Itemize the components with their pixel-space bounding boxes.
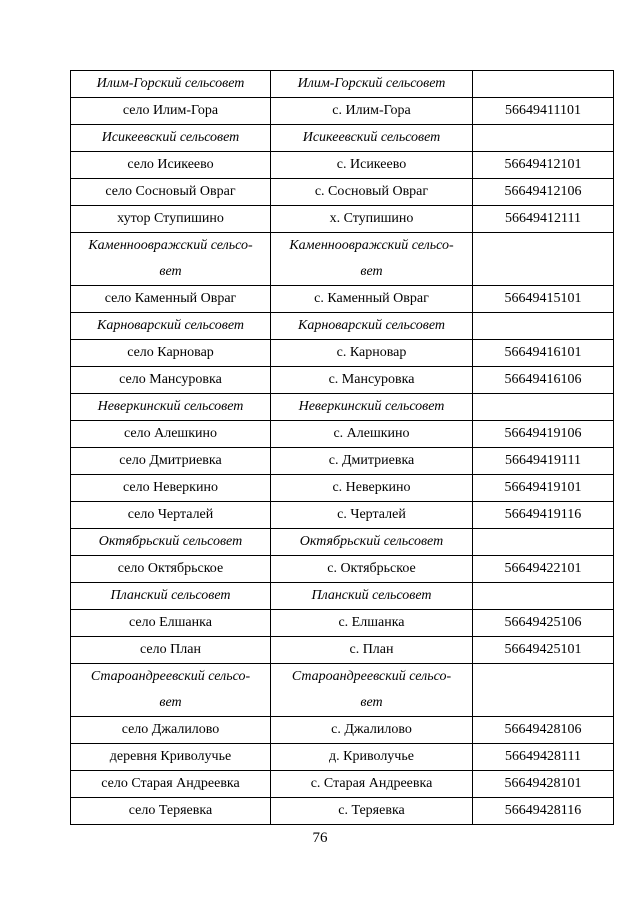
settlement-code-cell bbox=[473, 664, 614, 717]
settlement-name-cell: село Елшанка bbox=[71, 610, 271, 637]
settlement-code-cell: 56649412111 bbox=[473, 206, 614, 233]
table-section-header-row bbox=[71, 71, 614, 98]
cell-line: вет bbox=[360, 264, 383, 279]
settlement-code-cell: 56649412101 bbox=[473, 152, 614, 179]
settlement-name-cell: село Октябрьское bbox=[71, 556, 271, 583]
cell-line: вет bbox=[159, 264, 182, 279]
settlement-short-name-cell: с. Карновар bbox=[271, 340, 473, 367]
settlement-short-name-cell: с. Неверкино bbox=[271, 475, 473, 502]
settlement-short-name-cell: с. Елшанка bbox=[271, 610, 473, 637]
settlement-short-name-cell: Илим-Горский сельсовет bbox=[271, 71, 473, 98]
table-row bbox=[71, 610, 614, 637]
cell-line: Староандреевский сельсо- bbox=[291, 669, 452, 684]
table-section-header-row bbox=[71, 233, 614, 286]
settlement-code-cell: 56649428101 bbox=[473, 771, 614, 798]
settlement-short-name-cell: с. Каменный Овраг bbox=[271, 286, 473, 313]
settlement-code-cell bbox=[473, 233, 614, 286]
cell-line: Каменноовражский сельсо- bbox=[289, 238, 454, 253]
settlement-name-cell: Исикеевский сельсовет bbox=[71, 125, 271, 152]
table-row bbox=[71, 717, 614, 744]
table-row bbox=[71, 475, 614, 502]
settlement-code-cell bbox=[473, 313, 614, 340]
settlement-code-cell: 56649419116 bbox=[473, 502, 614, 529]
table-section-header-row bbox=[71, 664, 614, 717]
settlement-short-name-cell: с. Алешкино bbox=[271, 421, 473, 448]
settlement-code-cell: 56649412106 bbox=[473, 179, 614, 206]
table-row bbox=[71, 744, 614, 771]
settlement-code-cell: 56649428106 bbox=[473, 717, 614, 744]
settlement-short-name-cell: с. Октябрьское bbox=[271, 556, 473, 583]
table-row bbox=[71, 98, 614, 125]
table-body bbox=[71, 71, 614, 825]
table-row bbox=[71, 286, 614, 313]
settlement-name-cell: село План bbox=[71, 637, 271, 664]
settlement-name-cell: село Старая Андреевка bbox=[71, 771, 271, 798]
settlement-short-name-cell: с. Старая Андреевка bbox=[271, 771, 473, 798]
settlement-name-cell: Илим-Горский сельсовет bbox=[71, 71, 271, 98]
settlement-name-cell bbox=[71, 233, 271, 286]
settlement-name-cell: Карноварский сельсовет bbox=[71, 313, 271, 340]
settlement-code-cell bbox=[473, 71, 614, 98]
table-row bbox=[71, 152, 614, 179]
settlement-name-cell: деревня Криволучье bbox=[71, 744, 271, 771]
table-row bbox=[71, 367, 614, 394]
settlement-name-cell: Планский сельсовет bbox=[71, 583, 271, 610]
table-section-header-row bbox=[71, 583, 614, 610]
settlements-table bbox=[70, 70, 614, 825]
page-number: 76 bbox=[312, 830, 328, 846]
settlement-code-cell bbox=[473, 125, 614, 152]
settlement-name-cell: село Теряевка bbox=[71, 798, 271, 825]
settlement-name-cell: село Черталей bbox=[71, 502, 271, 529]
settlement-code-cell: 56649425101 bbox=[473, 637, 614, 664]
table-section-header-row bbox=[71, 394, 614, 421]
table-row bbox=[71, 798, 614, 825]
settlement-name-cell: село Исикеево bbox=[71, 152, 271, 179]
settlement-short-name-cell: с. Джалилово bbox=[271, 717, 473, 744]
settlement-code-cell: 56649428116 bbox=[473, 798, 614, 825]
settlement-short-name-cell: Исикеевский сельсовет bbox=[271, 125, 473, 152]
settlement-short-name-cell: с. План bbox=[271, 637, 473, 664]
settlement-short-name-cell: с. Теряевка bbox=[271, 798, 473, 825]
settlement-name-cell: село Каменный Овраг bbox=[71, 286, 271, 313]
settlement-code-cell bbox=[473, 529, 614, 556]
settlement-code-cell: 56649419101 bbox=[473, 475, 614, 502]
settlement-code-cell: 56649411101 bbox=[473, 98, 614, 125]
settlement-name-cell: Неверкинский сельсовет bbox=[71, 394, 271, 421]
cell-line: вет bbox=[360, 695, 383, 710]
settlement-code-cell: 56649425106 bbox=[473, 610, 614, 637]
settlement-short-name-cell: Неверкинский сельсовет bbox=[271, 394, 473, 421]
settlement-name-cell: село Илим-Гора bbox=[71, 98, 271, 125]
settlement-short-name-cell: х. Ступишино bbox=[271, 206, 473, 233]
settlement-short-name-cell: д. Криволучье bbox=[271, 744, 473, 771]
settlement-short-name-cell: Планский сельсовет bbox=[271, 583, 473, 610]
settlement-code-cell: 56649422101 bbox=[473, 556, 614, 583]
settlement-name-cell: хутор Ступишино bbox=[71, 206, 271, 233]
settlement-name-cell: село Неверкино bbox=[71, 475, 271, 502]
settlement-code-cell bbox=[473, 394, 614, 421]
settlement-short-name-cell: с. Черталей bbox=[271, 502, 473, 529]
settlement-short-name-cell: с. Илим-Гора bbox=[271, 98, 473, 125]
table-row bbox=[71, 340, 614, 367]
settlement-code-cell bbox=[473, 583, 614, 610]
settlement-name-cell: село Джалилово bbox=[71, 717, 271, 744]
settlement-name-cell: село Мансуровка bbox=[71, 367, 271, 394]
settlement-name-cell bbox=[71, 664, 271, 717]
settlement-name-cell: Октябрьский сельсовет bbox=[71, 529, 271, 556]
table-row bbox=[71, 448, 614, 475]
table-row bbox=[71, 637, 614, 664]
settlement-short-name-cell: Октябрьский сельсовет bbox=[271, 529, 473, 556]
table-section-header-row bbox=[71, 313, 614, 340]
settlement-short-name-cell: Карноварский сельсовет bbox=[271, 313, 473, 340]
settlement-code-cell: 56649416101 bbox=[473, 340, 614, 367]
settlement-short-name-cell: с. Исикеево bbox=[271, 152, 473, 179]
cell-line: Каменноовражский сельсо- bbox=[88, 238, 253, 253]
table-section-header-row bbox=[71, 125, 614, 152]
settlement-code-cell: 56649419111 bbox=[473, 448, 614, 475]
cell-line: вет bbox=[159, 695, 182, 710]
settlement-code-cell: 56649415101 bbox=[473, 286, 614, 313]
settlement-short-name-cell bbox=[271, 664, 473, 717]
table-row bbox=[71, 502, 614, 529]
table-section-header-row bbox=[71, 529, 614, 556]
settlement-code-cell: 56649419106 bbox=[473, 421, 614, 448]
table-row bbox=[71, 179, 614, 206]
table-row bbox=[71, 556, 614, 583]
settlement-short-name-cell: с. Мансуровка bbox=[271, 367, 473, 394]
settlement-name-cell: село Карновар bbox=[71, 340, 271, 367]
settlement-short-name-cell: с. Дмитриевка bbox=[271, 448, 473, 475]
cell-line: Староандреевский сельсо- bbox=[90, 669, 251, 684]
settlement-code-cell: 56649428111 bbox=[473, 744, 614, 771]
settlement-code-cell: 56649416106 bbox=[473, 367, 614, 394]
settlement-name-cell: село Алешкино bbox=[71, 421, 271, 448]
settlement-name-cell: село Дмитриевка bbox=[71, 448, 271, 475]
table-row bbox=[71, 421, 614, 448]
settlement-short-name-cell bbox=[271, 233, 473, 286]
table-row bbox=[71, 206, 614, 233]
settlement-name-cell: село Сосновый Овраг bbox=[71, 179, 271, 206]
settlement-short-name-cell: с. Сосновый Овраг bbox=[271, 179, 473, 206]
table-row bbox=[71, 771, 614, 798]
